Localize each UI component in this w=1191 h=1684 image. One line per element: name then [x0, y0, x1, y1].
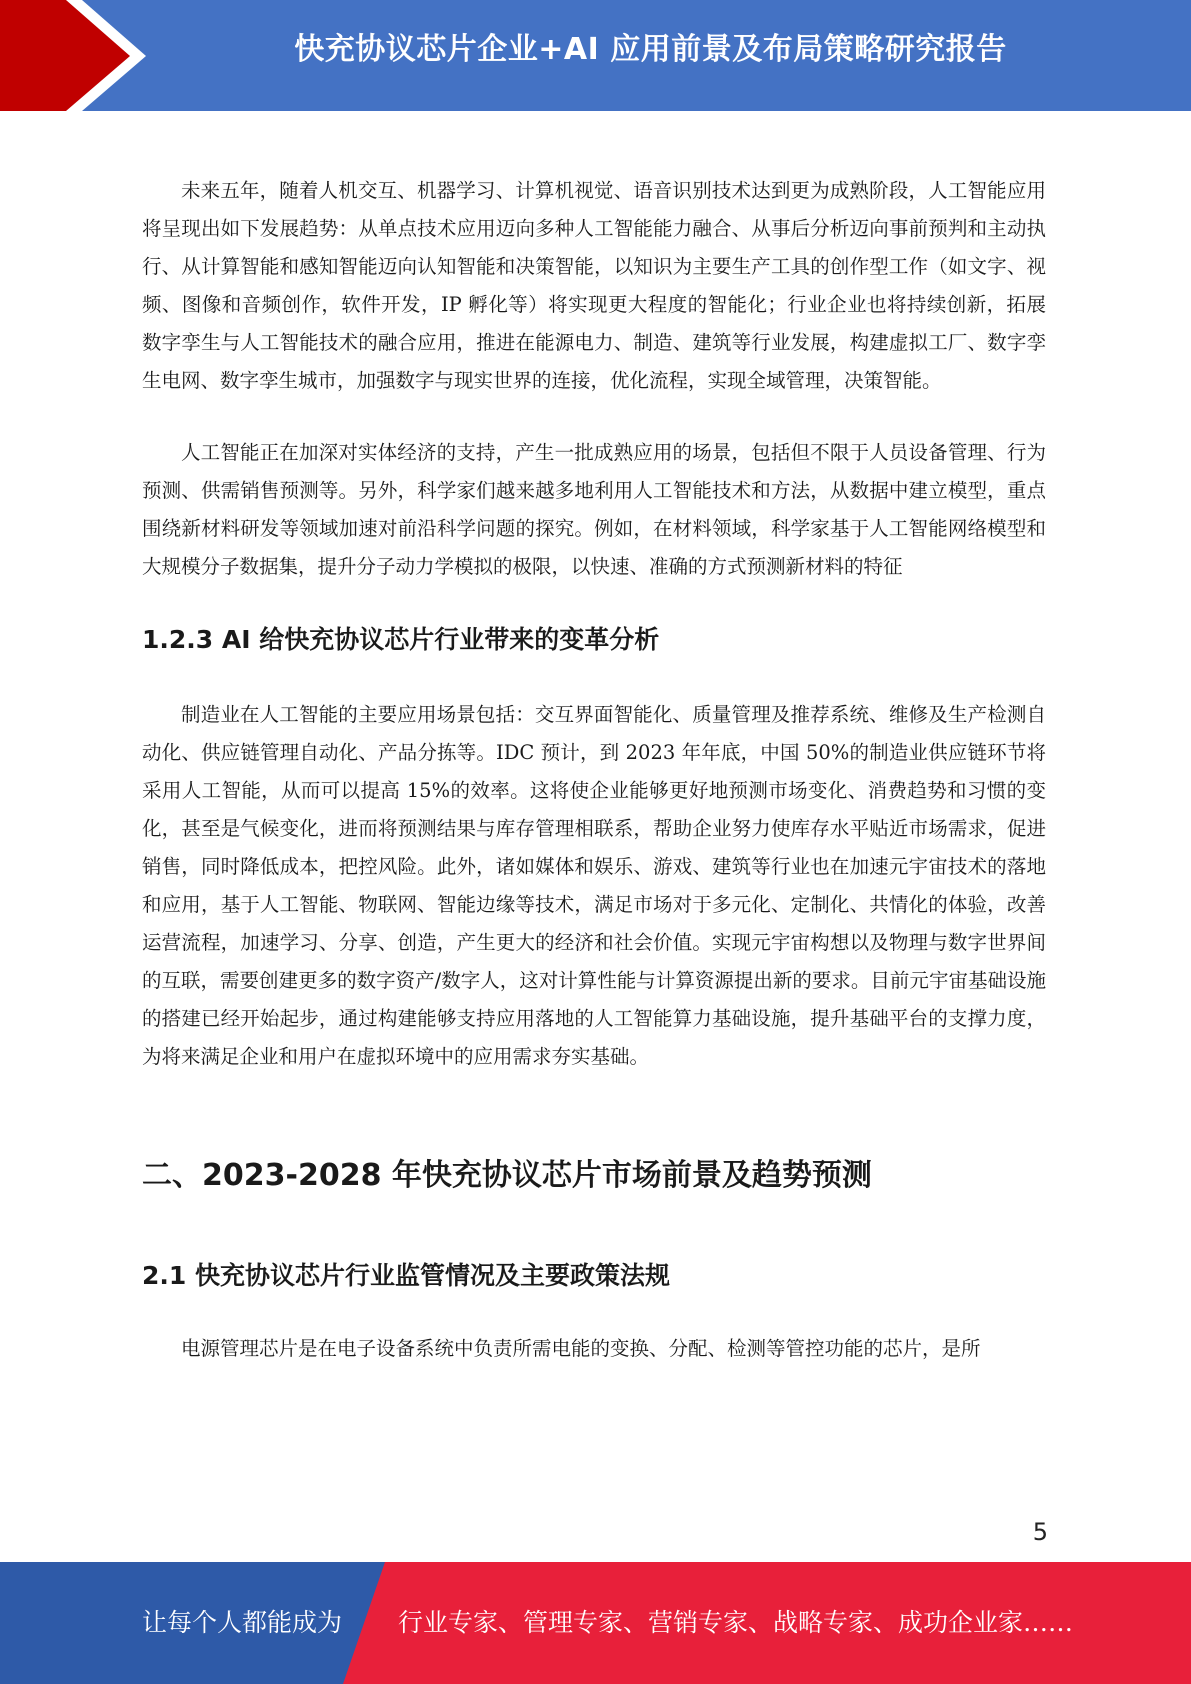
- page-number: 5: [1032, 1518, 1048, 1546]
- paragraph-manufacturing-ai: 制造业在人工智能的主要应用场景包括：交互界面智能化、质量管理及推荐系统、维修及生产检测自动化、供应链管理自动化、产品分拣等。IDC 预计，到 2023 年年底，中国 50%的制造业供应链环节将采用人工智能，从而可以提高 15%的效率。这将使企业能够更好地预测市场变化、消费趋势和习惯的变化，甚至是气候变化，进而将预测结果与库存管理相联系，帮助企业努力使库存水平贴近市场需求，促进销售，同时降低成本，把控风险。此外，诸如媒体和娱乐、游戏、建筑等行业也在加速元宇宙技术的落地和应用，基于人工智能、物联网、智能边缘等技术，满足市场对于多元化、定制化、共情化的体验，改善运营流程，加速学习、分享、创造，产生更大的经济和社会价值。实现元宇宙构想以及物理与数字世界间的互联，需要创建更多的数字资产/数字人，这对计算性能与计算资源提出新的要求。目前元宇宙基础设施的搭建已经开始起步，通过构建能够支持应用落地的人工智能算力基础设施，提升基础平台的支撑力度，为将来满足企业和用户在虚拟环境中的应用需求夯实基础。: [142, 703, 1046, 1068]
- section-heading-1-2-3: 1.2.3 AI 给快充协议芯片行业带来的变革分析: [142, 625, 660, 654]
- document-body: [142, 172, 1046, 1368]
- chapter-heading-2: 二、2023-2028 年快充协议芯片市场前景及趋势预测: [142, 1158, 872, 1193]
- paragraph-ai-real-economy: 人工智能正在加深对实体经济的支持，产生一批成熟应用的场景，包括但不限于人员设备管理、行为预测、供需销售预测等。另外，科学家们越来越多地利用人工智能技术和方法，从数据中建立模型，重点围绕新材料研发等领域加速对前沿科学问题的探究。例如，在材料领域，科学家基于人工智能网络模型和大规模分子数据集，提升分子动力学模拟的极限，以快速、准确的方式预测新材料的特征: [142, 441, 1046, 578]
- footer-slogan-right: 行业专家、管理专家、营销专家、战略专家、成功企业家……: [398, 1608, 1074, 1637]
- footer-slogan-left: 让每个人都能成为: [142, 1608, 343, 1637]
- document-title: 快充协议芯片企业+AI 应用前景及布局策略研究报告: [294, 32, 1007, 67]
- paragraph-power-management: 电源管理芯片是在电子设备系统中负责所需电能的变换、分配、检测等管控功能的芯片，是所: [181, 1337, 981, 1360]
- page-footer: [0, 1562, 1191, 1684]
- paragraph-ai-trends: 未来五年，随着人机交互、机器学习、计算机视觉、语音识别技术达到更为成熟阶段，人工智能应用将呈现出如下发展趋势：从单点技术应用迈向多种人工智能能力融合、从事后分析迈向事前预判和主动执行、从计算智能和感知智能迈向认知智能和决策智能，以知识为主要生产工具的创作型工作（如文字、视频、图像和音频创作，软件开发，IP 孵化等）将实现更大程度的智能化；行业企业也将持续创新，拓展数字孪生与人工智能技术的融合应用，推进在能源电力、制造、建筑等行业发展，构建虚拟工厂、数字孪生电网、数字孪生城市，加强数字与现实世界的连接，优化流程，实现全域管理，决策智能。: [142, 179, 1046, 392]
- page-header: [0, 0, 1191, 111]
- section-heading-2-1: 2.1 快充协议芯片行业监管情况及主要政策法规: [142, 1261, 670, 1290]
